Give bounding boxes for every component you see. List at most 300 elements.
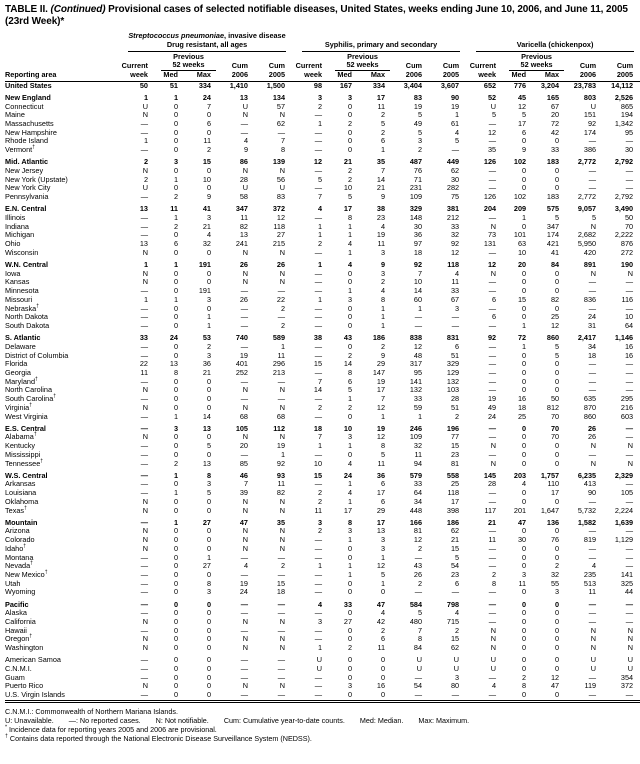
value-cell: —	[314, 681, 323, 691]
value-cell: N	[279, 402, 286, 412]
value-cell: 129	[446, 368, 460, 377]
value-cell: 51	[450, 350, 460, 360]
value-cell: —	[140, 458, 148, 468]
value-cell: 870	[583, 402, 597, 412]
value-cell: 139	[272, 157, 286, 167]
value-cell: 0	[522, 174, 527, 184]
legend-item: N: Not notifiable.	[155, 716, 209, 726]
value-cell: 84	[413, 643, 423, 653]
value-cell: 776	[513, 80, 527, 90]
value-cell: 5	[455, 552, 460, 562]
value-cell: 16	[624, 350, 634, 360]
value-cell: N	[142, 535, 148, 545]
value-cell: 1	[317, 230, 323, 240]
value-cell: 0	[347, 449, 353, 459]
value-cell: 4	[492, 681, 497, 691]
med-header: Med	[505, 71, 535, 81]
value-cell: 15	[450, 543, 460, 553]
value-cell: 27	[343, 616, 353, 626]
value-cell: 3	[455, 672, 460, 682]
value-cell: 75	[450, 192, 460, 202]
reporting-area-label: Virginia†	[5, 402, 32, 412]
value-cell: —	[140, 655, 148, 665]
reporting-area-label: Puerto Rico	[5, 681, 44, 691]
table-row	[5, 287, 640, 296]
value-cell: 57	[276, 101, 286, 111]
cum-header: Cum	[616, 61, 634, 71]
value-cell: 0	[173, 136, 178, 146]
value-cell: 13	[202, 458, 211, 468]
value-cell: 0	[522, 166, 527, 176]
value-cell: —	[140, 441, 148, 451]
value-cell: 92	[276, 458, 286, 468]
table-row	[5, 94, 640, 103]
reporting-area-label: Louisiana	[5, 488, 37, 498]
value-cell: 0	[173, 441, 178, 451]
value-cell: 183	[546, 157, 560, 167]
value-cell: 147	[372, 368, 386, 377]
value-cell: N	[590, 625, 597, 635]
value-cell: 2	[455, 625, 460, 635]
value-cell: 0	[522, 359, 527, 369]
value-cell: —	[625, 449, 634, 459]
value-cell: N	[279, 268, 286, 278]
reporting-area-label: Florida	[5, 359, 28, 369]
value-cell: —	[240, 690, 248, 700]
value-cell: 7	[380, 394, 386, 404]
value-cell: 17	[376, 517, 386, 527]
value-cell: N	[279, 496, 286, 506]
value-cell: 35	[487, 145, 497, 155]
value-cell: 5	[417, 127, 423, 137]
value-cell: 56	[276, 174, 286, 184]
group-title-strep-italic: Streptococcus pneumoniae	[128, 31, 225, 40]
value-cell: 2	[347, 166, 353, 176]
value-cell: 15	[517, 294, 527, 304]
value-cell: 1	[143, 260, 148, 270]
table-row	[5, 386, 640, 395]
value-cell: —	[277, 608, 286, 618]
value-cell: —	[451, 587, 460, 597]
value-cell: 0	[206, 268, 211, 278]
value-cell: 513	[583, 578, 597, 588]
value-cell: 20	[517, 260, 527, 270]
value-cell: 558	[446, 470, 460, 480]
value-cell: 7	[280, 136, 286, 146]
value-cell: 2	[280, 561, 286, 571]
value-cell: 3	[206, 479, 211, 489]
header-row-lower	[5, 71, 640, 81]
value-cell: 0	[522, 277, 527, 287]
value-cell: 9	[380, 260, 386, 270]
value-cell: 2	[280, 303, 286, 313]
value-cell: 1	[347, 569, 353, 579]
value-cell: —	[240, 286, 248, 296]
value-cell: 8	[347, 368, 353, 377]
value-cell: 386	[583, 145, 597, 155]
value-cell: 0	[206, 569, 211, 579]
value-cell: N	[279, 616, 286, 626]
table-row	[5, 270, 640, 279]
column-group-strep-pneumoniae	[120, 32, 294, 52]
value-cell: 22	[276, 294, 286, 304]
value-cell: 0	[173, 402, 178, 412]
value-cell: 0	[347, 320, 353, 330]
value-cell: 13	[239, 92, 248, 102]
table-row	[5, 205, 640, 214]
reporting-area-label: E.N. Central	[5, 204, 47, 214]
value-cell: 50	[550, 394, 560, 404]
value-cell: —	[625, 303, 634, 313]
value-cell: 5,732	[577, 505, 597, 515]
value-cell: 191	[198, 286, 211, 296]
value-cell: N	[142, 385, 148, 395]
table-row	[5, 601, 640, 610]
value-cell: 0	[173, 672, 178, 682]
value-cell: 118	[447, 260, 460, 270]
reporting-area-label: North Carolina	[5, 385, 53, 395]
value-cell: 0	[206, 625, 211, 635]
value-cell: 3	[417, 136, 423, 146]
value-cell: 5	[522, 110, 527, 120]
value-cell: —	[140, 230, 148, 240]
value-cell: 13	[239, 230, 248, 240]
value-cell: 3,404	[403, 80, 423, 90]
table-row	[5, 214, 640, 223]
previous-label: Previous	[173, 51, 204, 61]
value-cell: —	[625, 526, 634, 536]
reporting-area-label: Kentucky	[5, 441, 36, 451]
value-cell: —	[314, 552, 323, 562]
value-cell: —	[240, 672, 248, 682]
footnote-asterisk-text: Incidence data for reporting years 2005 and 2006 are provisional.	[9, 725, 217, 735]
value-cell: —	[240, 449, 248, 459]
value-cell: 33	[413, 394, 423, 404]
value-cell: 4	[380, 608, 386, 618]
value-cell: 1	[173, 92, 178, 102]
table-row	[5, 656, 640, 665]
value-cell: 41	[550, 247, 560, 257]
value-cell: 11	[377, 458, 386, 468]
reporting-area-label: South Carolina†	[5, 393, 57, 404]
value-cell: 0	[173, 616, 178, 626]
value-cell: 183	[546, 192, 560, 202]
value-cell: 0	[522, 655, 527, 665]
value-cell: 46	[239, 470, 248, 480]
value-cell: 0	[173, 312, 178, 322]
value-cell: 2,772	[577, 192, 597, 202]
value-cell: 0	[173, 526, 178, 536]
value-cell: 126	[483, 157, 497, 167]
value-cell: 1	[347, 394, 353, 404]
value-cell: N	[279, 432, 286, 442]
value-cell: 0	[206, 505, 211, 515]
table-row	[5, 554, 640, 563]
value-cell: —	[488, 552, 497, 562]
value-cell: 10	[624, 312, 634, 322]
value-cell: 11	[588, 587, 597, 597]
value-cell: —	[277, 690, 286, 700]
value-cell: —	[314, 625, 323, 635]
value-cell: 14	[376, 174, 386, 184]
table-row	[5, 146, 640, 155]
value-cell: 1	[347, 496, 353, 506]
value-cell: 1	[522, 213, 527, 223]
value-cell: 19	[450, 101, 460, 111]
value-cell: 0	[173, 681, 178, 691]
value-cell: —	[140, 303, 148, 313]
reporting-area-label: W.S. Central	[5, 470, 48, 480]
value-cell: —	[240, 394, 248, 404]
value-cell: 2	[380, 341, 386, 351]
value-cell: 0	[206, 526, 211, 536]
value-cell: —	[625, 479, 634, 489]
value-cell: —	[140, 488, 148, 498]
value-cell: 4	[522, 479, 527, 489]
table-row	[5, 404, 640, 413]
value-cell: 0	[522, 376, 527, 386]
value-cell: 0	[347, 587, 353, 597]
value-cell: 1	[317, 119, 323, 129]
value-cell: 0	[206, 655, 211, 665]
table-row	[5, 305, 640, 314]
value-cell: 5	[492, 110, 497, 120]
value-cell: 45	[517, 92, 527, 102]
value-cell: U	[316, 655, 323, 665]
value-cell: —	[588, 608, 597, 618]
value-cell: 2	[317, 402, 323, 412]
value-cell: 35	[376, 157, 386, 167]
cum-header: Cum	[268, 61, 286, 71]
value-cell: 0	[347, 608, 353, 618]
value-cell: 82	[276, 488, 286, 498]
value-cell: —	[488, 359, 497, 369]
value-cell: 0	[522, 543, 527, 553]
value-cell: 109	[409, 192, 423, 202]
value-cell: 1,342	[614, 119, 634, 129]
value-cell: N	[490, 625, 497, 635]
value-cell: U	[416, 664, 423, 673]
value-cell: 3	[522, 569, 527, 579]
value-cell: 148	[409, 213, 423, 223]
value-cell: 2	[317, 101, 323, 111]
value-cell: 47	[550, 681, 560, 691]
value-cell: 28	[239, 174, 248, 184]
value-cell: 0	[555, 599, 560, 609]
value-cell: 1,757	[540, 470, 560, 480]
value-cell: 0	[522, 221, 527, 231]
value-cell: —	[488, 320, 497, 330]
value-cell: N	[142, 402, 148, 412]
value-cell: 26	[587, 423, 597, 433]
value-cell: 18	[276, 587, 286, 597]
value-cell: 9	[380, 192, 386, 202]
value-cell: 1	[380, 320, 386, 330]
value-cell: 15	[313, 359, 323, 369]
value-cell: 0	[522, 608, 527, 618]
value-cell: —	[588, 449, 597, 459]
value-cell: N	[242, 402, 248, 412]
value-cell: 14,112	[611, 80, 634, 90]
value-cell: 2	[380, 110, 386, 120]
table-row	[5, 627, 640, 636]
value-cell: —	[488, 526, 497, 536]
value-cell: —	[314, 320, 323, 330]
value-cell: 64	[624, 320, 634, 330]
value-cell: 68	[276, 411, 286, 421]
value-cell: 25	[517, 411, 527, 421]
value-cell: 83	[413, 92, 423, 102]
value-cell: 28	[487, 479, 497, 489]
value-cell: 23	[450, 449, 460, 459]
value-cell: 372	[272, 204, 286, 214]
value-cell: 9	[243, 145, 248, 155]
value-cell: 1	[522, 341, 527, 351]
value-cell: 0	[206, 690, 211, 700]
value-cell: 44	[624, 587, 634, 597]
value-cell: 1	[317, 260, 323, 270]
value-cell: —	[240, 127, 248, 137]
value-cell: 17	[376, 92, 386, 102]
value-cell: 3	[206, 213, 211, 223]
value-cell: 2,222	[614, 230, 634, 240]
value-cell: 5	[417, 110, 423, 120]
value-cell: 0	[555, 690, 560, 700]
value-cell: 3	[317, 616, 323, 626]
value-cell: 3	[173, 157, 178, 167]
value-cell: 70	[624, 221, 634, 231]
value-cell: 102	[513, 157, 527, 167]
value-cell: 1	[347, 535, 353, 545]
value-cell: 32	[450, 230, 460, 240]
reporting-area-label: Washington	[5, 643, 44, 653]
value-cell: 13	[376, 526, 386, 536]
value-cell: N	[242, 385, 248, 395]
table-row	[5, 609, 640, 618]
value-cell: 7	[317, 432, 323, 442]
value-cell: 372	[620, 681, 634, 691]
value-cell: U	[416, 655, 423, 665]
value-cell: 7	[380, 166, 386, 176]
value-cell: 10	[343, 423, 353, 433]
group-title-syphilis: Syphilis, primary and secondary	[324, 39, 438, 49]
value-cell: —	[588, 303, 597, 313]
table-row	[5, 527, 640, 536]
value-cell: 8	[206, 578, 211, 588]
value-cell: U	[242, 101, 248, 111]
value-cell: 12	[550, 320, 560, 330]
value-cell: 61	[450, 119, 460, 129]
value-cell: 36	[376, 470, 386, 480]
value-cell: —	[140, 119, 148, 129]
value-cell: 11	[170, 204, 178, 214]
year-2005-header: 2005	[431, 71, 468, 81]
table-row	[5, 665, 640, 674]
value-cell: 860	[546, 333, 560, 343]
value-cell: 0	[522, 432, 527, 442]
value-cell: —	[588, 552, 597, 562]
value-cell: —	[488, 119, 497, 129]
value-cell: 15	[450, 441, 460, 451]
footnote-asterisk-marker: *	[5, 724, 8, 731]
value-cell: 11	[277, 479, 286, 489]
value-cell: —	[140, 517, 148, 527]
value-cell: 0	[380, 655, 386, 665]
value-cell: 196	[446, 423, 460, 433]
value-cell: —	[625, 690, 634, 700]
value-cell: 1	[380, 303, 386, 313]
value-cell: 54	[413, 681, 423, 691]
value-cell: 23,783	[573, 80, 597, 90]
value-cell: 7	[317, 376, 323, 386]
value-cell: 0	[173, 599, 178, 609]
cum-header: Cum	[442, 61, 460, 71]
value-cell: 0	[555, 664, 560, 673]
value-cell: 19	[239, 578, 248, 588]
value-cell: N	[590, 458, 597, 468]
value-cell: 81	[413, 526, 423, 536]
value-cell: 60	[413, 294, 423, 304]
value-cell: —	[140, 127, 148, 137]
value-cell: —	[488, 286, 497, 296]
table-header	[5, 32, 640, 81]
reporting-area-label: Idaho†	[5, 543, 27, 553]
value-cell: —	[625, 174, 634, 184]
value-cell: —	[140, 552, 148, 562]
reporting-area-label: New York City	[5, 183, 51, 193]
value-cell: 8	[380, 294, 386, 304]
value-cell: 17	[376, 385, 386, 395]
reporting-area-label: West Virginia	[5, 411, 48, 421]
value-cell: 0	[173, 634, 178, 644]
value-cell: 72	[550, 119, 560, 129]
value-cell: 0	[522, 441, 527, 451]
footnote-legend	[5, 716, 637, 725]
value-cell: 1	[143, 294, 148, 304]
value-cell: 3	[317, 92, 323, 102]
value-cell: N	[242, 268, 248, 278]
value-cell: 5	[417, 608, 423, 618]
table-row	[5, 231, 640, 240]
value-cell: 83	[276, 192, 286, 202]
value-cell: 3	[347, 526, 353, 536]
value-cell: 13	[169, 359, 178, 369]
value-cell: —	[140, 578, 148, 588]
value-cell: 84	[550, 260, 560, 270]
value-cell: 0	[173, 376, 178, 386]
value-cell: —	[414, 672, 423, 682]
value-cell: 5	[592, 213, 597, 223]
value-cell: 11	[518, 578, 527, 588]
value-cell: —	[314, 183, 323, 193]
value-cell: 98	[313, 80, 323, 90]
value-cell: 11	[277, 350, 286, 360]
value-cell: 3,607	[440, 80, 460, 90]
value-cell: N	[279, 535, 286, 545]
value-cell: 480	[409, 616, 423, 626]
value-cell: 891	[583, 260, 597, 270]
value-cell: 1,582	[577, 517, 597, 527]
value-cell: 30	[517, 535, 527, 545]
value-cell: —	[488, 449, 497, 459]
reporting-area-label: New Hampshire	[5, 127, 57, 137]
value-cell: 24	[487, 411, 497, 421]
legend-item: U: Unavailable.	[5, 716, 54, 726]
value-cell: N	[242, 643, 248, 653]
value-cell: U	[242, 183, 248, 193]
value-cell: 42	[550, 127, 560, 137]
value-cell: —	[488, 166, 497, 176]
